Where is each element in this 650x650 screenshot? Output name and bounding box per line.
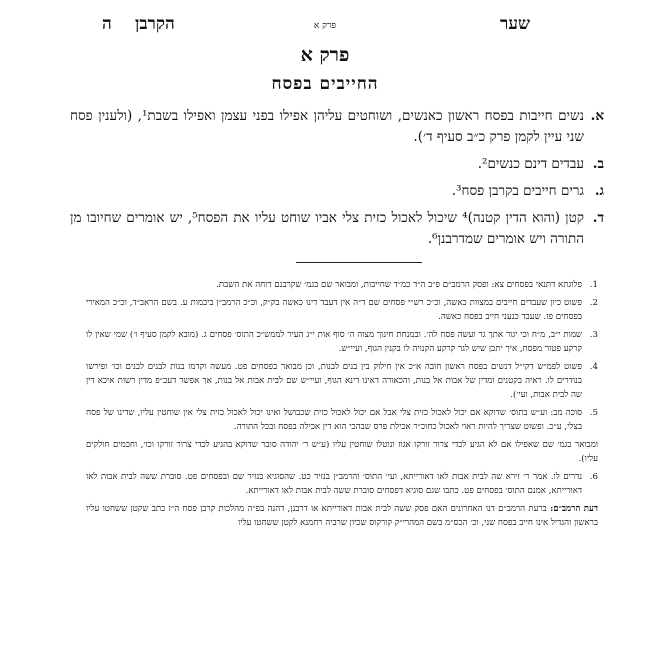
footnote-text: ברעת הרמב״ם דנו האחרונים האם פסק ששה לבית אבות דאורייתא או דרבנן, דהנה בפ״ה מהלכות קרבן פסח ה״ז כתב שקטן ששחטו עליו בראשון והגדיל אינו חייב בפסח שני, וכ׳ הכס״מ בשם המהרי״ק קורקוס שכיון שרביה רחמנא לקטן ששחטו עליו: [86, 504, 598, 528]
header-page-letter: ה: [102, 14, 112, 34]
law-paragraph: [70, 181, 604, 202]
running-header: [40, 14, 610, 38]
footnote: [86, 360, 598, 402]
footnote: [86, 406, 598, 434]
footnotes: [86, 278, 598, 534]
law-letter: א.: [590, 108, 604, 124]
footnote-number: 6.: [589, 472, 598, 482]
footnote-number: 3.: [589, 330, 598, 340]
footnote-text: שמות י״ב, מ״ח וכי יגור אתך גר ועשה פסח לה׳. ובמנחת חינוך מצוה ה׳ סוף אות י״ג העיר לממש״כ התוס׳ פסחים ג. (מובא לקמן סעיף ו׳) שמי שאין לו קרקע פטור מפסח, איך יתכן שיש לגר קרקע הקנויה לו בקנין הגוף, ועיי״ש.: [86, 330, 582, 354]
footnote-continuation: [86, 502, 598, 530]
footnote-divider: [296, 262, 422, 263]
footnote: [86, 278, 598, 292]
law-paragraph: [70, 106, 604, 148]
footnote: [86, 296, 598, 324]
footnote-number: 4.: [589, 362, 598, 372]
footnote-text: פשוט כיון שעבדים חייבים במצוות כאשה, וכ״כ רש״י פסחים שם ד״ה אין דעבד דינו כאשה בק״ק, וכ״כ הרמב״ן ביבמות ע. בשם הראב״ד, וכ״כ המאירי בפסחים פז. שעבד כנעני חייב בפסח כאשה.: [86, 298, 582, 322]
law-text: נשים חייבות בפסח ראשון כאנשים, ושוחטים עליהן אפילו בפני עצמן ואפילו בשבת¹, (ולענין פסח שני עיין לקמן פרק כ״ב סעיף ד׳).: [70, 108, 584, 145]
header-title: הקרבן: [135, 14, 175, 34]
header-shaar: שער: [499, 14, 530, 34]
footnote: [86, 328, 598, 356]
footnote: [86, 470, 598, 498]
footnote-text: פשוט לפמ״ש דקי״ל דנשים בפסח ראשון חובה א״כ אין חילוק בין בנים לבנות, וכן מבואר בפסחים פט. מעשה וקדמו בנות לבנים לבנים וכו׳ ופירשו בנודרים לו. ראיה בקטנים ומדין של אבות אל בנות, והכאורה דאינו דינא הגוף, ועיי״ש שם לבית אבות אל בנות, אך אפשר דעכ״פ מדין רשות איכא דין שה לבית אבות, ועי׳).: [86, 362, 582, 400]
header-perek: פרק א: [313, 21, 337, 31]
law-text: גרים חייבים בקרבן פסח³.: [451, 183, 584, 199]
footnote-text: פלוגתא דתנאי בפסחים צא: ופסק הרמב״ם פ״ב ה״ד כמ״ד שחייבות, ומבואר שם בגמ׳ שקרבנם דוחה את השבת.: [216, 280, 582, 290]
law-text: עבדים דינם כנשים².: [477, 156, 584, 172]
footnote-text: נדרים לו. אמר ר׳ זירא שה לבית אבות לאו דאורייתא, ועי׳ התוס׳ והרמב״ן בנזיר כט. שהסוגיא בנזיר שם ובפסחים פט. סוברת ששה לבית אבות לאו דאורייתא, אמנם התוס׳ בפסחים פט. כתבו שגם סוגיא דפסחים סוברת ששה לבית אבות לאו דאורייתא.: [86, 472, 582, 496]
law-text: קטן (והוא הדין קטנה)⁴ שיכול לאכול כזית צלי אביו שוחט עליו את הפסח⁵, יש אומרים שחיובו מן התורה ויש אומרים שמדרבנן⁶.: [70, 210, 585, 247]
law-letter: ג.: [594, 183, 604, 199]
footnote-text: סוכה מב: וע״ש בתוס׳ שדוקא אם יכול לאכול כזית צלי אבל אם יכול לאכול כזית שכבושל ואינו יכול לאכול כזית צלי אין שוחטין עליו, שדינו של פסח בצלי, ע״כ. ופשוט שצריך להיות ראוי לאכול כחוכ״ר אכילת פרס שבהכי הוא דין אכילה בפסח ובכל התורה.: [86, 408, 582, 432]
footnote-number: 5.: [589, 408, 598, 418]
chapter-subtitle: החייבים בפסח: [271, 74, 379, 94]
chapter-title: פרק א: [300, 44, 350, 66]
main-text: [70, 106, 604, 256]
footnote-text: ומבואר בגמ׳ שם שאפילו אם לא הגיע לכדי צרור זורקו אגוז ונוטלו שוחטין עליו (ע״ש ר׳ יהודה סובר שדוקא בהגיע לכדי צרור זורקו וכו׳, וחכמים חולקים עליו).: [86, 440, 598, 464]
footnote-number: 1.: [589, 280, 598, 290]
law-paragraph: [70, 208, 604, 250]
footnote-lead: דעת הרמב״ם:: [550, 504, 598, 514]
footnote-continuation: [86, 438, 598, 466]
law-letter: ב.: [592, 156, 604, 172]
law-paragraph: [70, 154, 604, 175]
footnote-number: 2.: [589, 298, 598, 308]
law-letter: ד.: [592, 210, 604, 226]
